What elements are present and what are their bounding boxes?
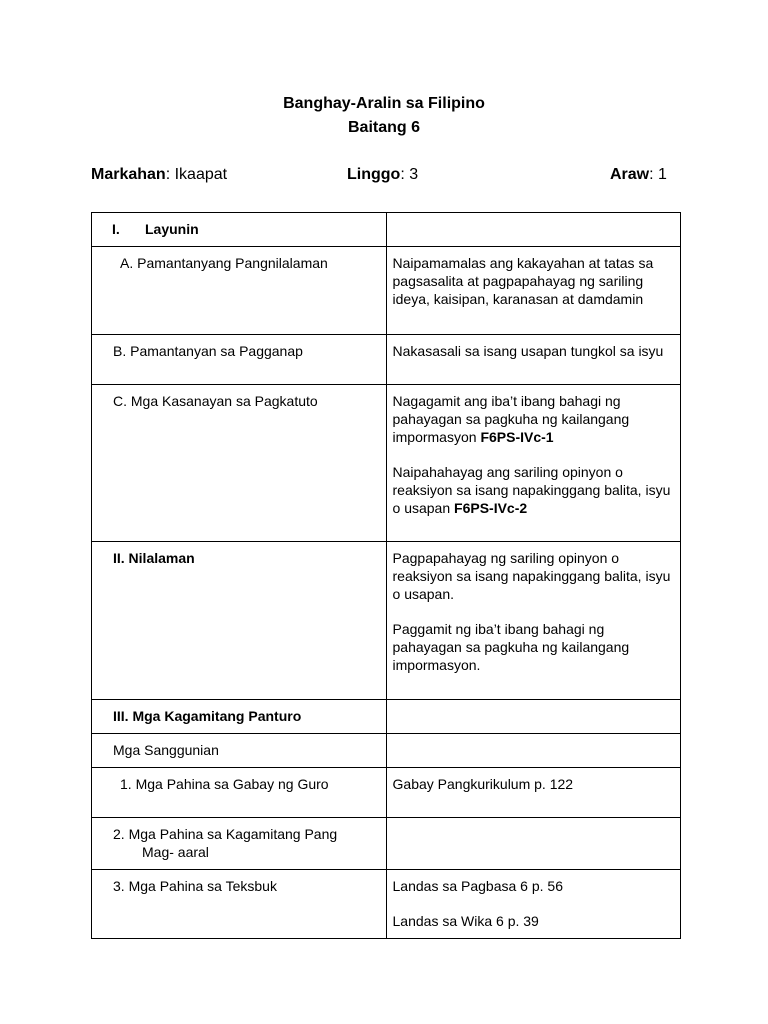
kagamitang-mag-aaral-label-line2: Mag- aaral bbox=[142, 844, 209, 860]
pamantayang-pangnilalaman-label: A. Pamantanyang Pangnilalaman bbox=[120, 255, 328, 271]
markahan-label: Markahan bbox=[91, 166, 166, 183]
table-row-kagamitang-panturo bbox=[92, 700, 681, 734]
table-row-kasanayan bbox=[92, 385, 681, 542]
kasanayan-competency-1 bbox=[393, 392, 674, 446]
linggo-field bbox=[347, 166, 418, 184]
araw-label: Araw bbox=[610, 166, 650, 183]
nilalaman-paragraph-1: Pagpapahayag ng sariling opinyon o reaksiyon sa isang napakinggang balita, isyu o usapan. bbox=[392, 550, 671, 602]
pamantayan-pagganap-value: Nakasasali sa isang usapan tungkol sa isyu bbox=[392, 343, 664, 359]
table-row-pamantayang-pangnilalaman bbox=[92, 247, 681, 335]
table-row-layunin bbox=[92, 213, 681, 247]
layunin-label: Layunin bbox=[145, 221, 199, 237]
teksbuk-label: 3. Mga Pahina sa Teksbuk bbox=[113, 878, 277, 894]
kasanayan-label: C. Mga Kasanayan sa Pagkatuto bbox=[113, 393, 318, 409]
table-row-sanggunian bbox=[92, 734, 681, 768]
table-row-nilalaman bbox=[92, 542, 681, 700]
table-row-pamantayan-pagganap bbox=[92, 335, 681, 385]
markahan-value: : Ikaapat bbox=[165, 166, 228, 183]
lesson-plan-table bbox=[91, 212, 681, 939]
araw-field bbox=[610, 166, 667, 184]
linggo-value: : 3 bbox=[400, 166, 419, 183]
sanggunian-label: Mga Sanggunian bbox=[113, 742, 219, 758]
layunin-number: I. bbox=[112, 221, 120, 237]
table-row-gabay-guro bbox=[92, 768, 681, 818]
competency-code-1: F6PS-IVc-1 bbox=[480, 429, 554, 445]
table-row-teksbuk bbox=[92, 870, 681, 939]
table-row-kagamitang-mag-aaral bbox=[92, 818, 681, 870]
kasanayan-competency-2-text: Naipahahayag ang sariling opinyon o reaksiyon sa isang napakinggang balita, isyu o usapan bbox=[392, 464, 671, 516]
araw-value: : 1 bbox=[649, 166, 667, 183]
kasanayan-competency-1-text: Nagagamit ang iba’t ibang bahagi ng pahayagan sa pagkuha ng kailangang impormasyon bbox=[392, 393, 630, 445]
pamantayan-pagganap-label: B. Pamantanyan sa Pagganap bbox=[113, 343, 303, 359]
kagamitang-mag-aaral-label-line1: 2. Mga Pahina sa Kagamitang Pang bbox=[113, 826, 338, 842]
nilalaman-label: II. Nilalaman bbox=[113, 550, 195, 566]
teksbuk-value-2: Landas sa Wika 6 p. 39 bbox=[392, 913, 539, 929]
kagamitang-panturo-label: III. Mga Kagamitang Panturo bbox=[113, 708, 302, 724]
gabay-guro-label: 1. Mga Pahina sa Gabay ng Guro bbox=[120, 776, 329, 792]
gabay-guro-value: Gabay Pangkurikulum p. 122 bbox=[392, 776, 574, 792]
pamantayang-pangnilalaman-value: Naipamamalas ang kakayahan at tatas sa pagsasalita at pagpapahayag ng sariling ideya, kaisipan, karanasan at damdamin bbox=[392, 255, 654, 307]
grade-level: Baitang 6 bbox=[347, 119, 420, 136]
document-title: Banghay-Aralin sa Filipino bbox=[283, 95, 485, 112]
teksbuk-value-1: Landas sa Pagbasa 6 p. 56 bbox=[392, 878, 563, 894]
markahan-field bbox=[91, 166, 227, 184]
kasanayan-competency-2 bbox=[393, 463, 674, 517]
competency-code-2: F6PS-IVc-2 bbox=[454, 500, 528, 516]
linggo-label: Linggo bbox=[347, 166, 401, 183]
nilalaman-paragraph-2: Paggamit ng iba’t ibang bahagi ng pahayagan sa pagkuha ng kailangang impormasyon. bbox=[392, 621, 630, 673]
